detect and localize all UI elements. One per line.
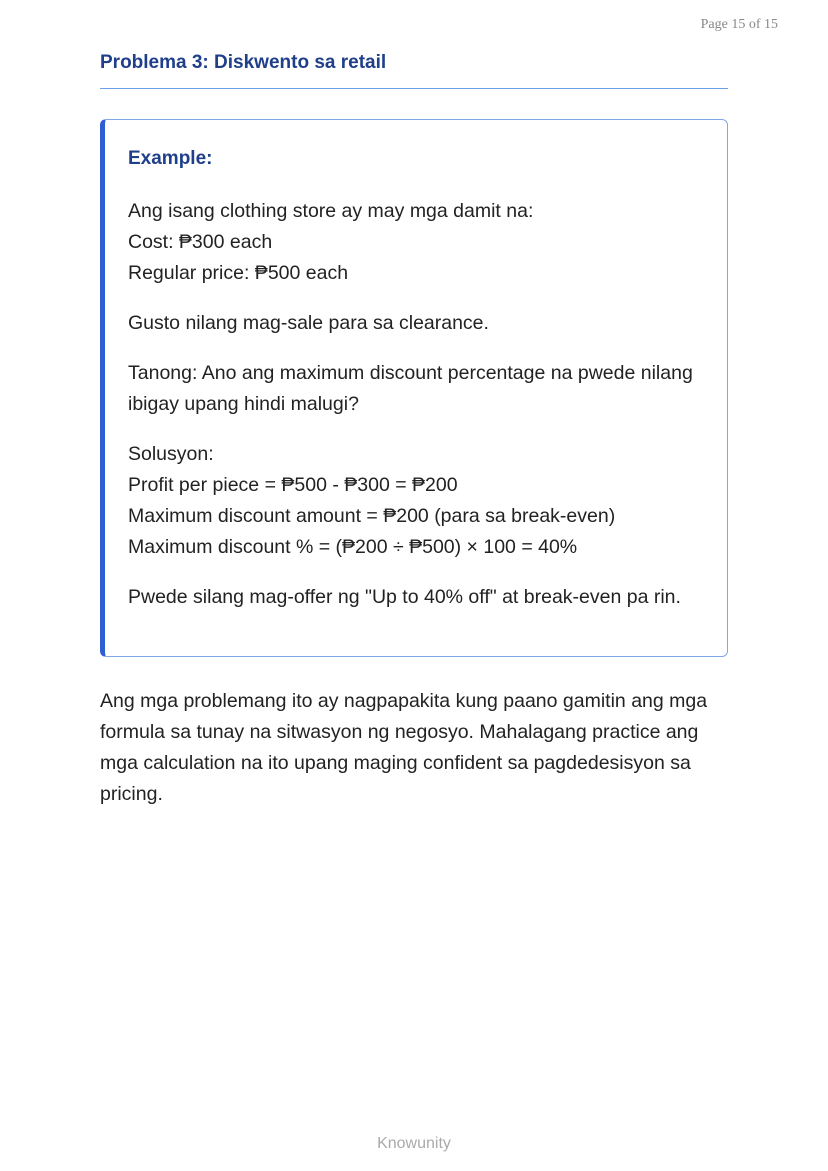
example-line: Regular price: ₱500 each: [128, 262, 349, 284]
example-label: Example:: [128, 148, 213, 169]
example-line: Profit per piece = ₱500 - ₱300 = ₱200: [128, 474, 458, 496]
section-title: Problema 3: Diskwento sa retail: [100, 52, 387, 73]
example-paragraph-solution: [128, 439, 703, 563]
footer-brand: Knowunity: [377, 1135, 451, 1152]
example-box: [100, 119, 728, 657]
example-paragraph-conclusion: [128, 582, 703, 613]
closing-paragraph: Ang mga problemang ito ay nagpapakita kung paano gamitin ang mga formula sa tunay na sitwasyon ng negosyo. Mahalagang practice ang mga calculation na ito upang maging confident sa pagdedesisyon sa pricing.: [100, 690, 708, 805]
example-line: Pwede silang mag-offer ng "Up to 40% off" at break-even pa rin.: [128, 586, 681, 608]
page-number: Page 15 of 15: [700, 17, 778, 32]
example-line: Gusto nilang mag-sale para sa clearance.: [128, 312, 489, 334]
example-line: Ang isang clothing store ay may mga damit na:: [128, 200, 534, 222]
example-line: Cost: ₱300 each: [128, 231, 273, 253]
example-paragraph-setup: [128, 196, 703, 289]
example-line: Maximum discount % = (₱200 ÷ ₱500) × 100 = 40%: [128, 536, 578, 558]
title-divider: [100, 88, 728, 89]
example-paragraph-question: Tanong: Ano ang maximum discount percentage na pwede nilang ibigay upang hindi malugi?: [128, 362, 693, 415]
example-line: Maximum discount amount = ₱200 (para sa break-even): [128, 505, 616, 527]
example-line: Solusyon:: [128, 443, 214, 465]
example-paragraph-goal: [128, 308, 703, 339]
